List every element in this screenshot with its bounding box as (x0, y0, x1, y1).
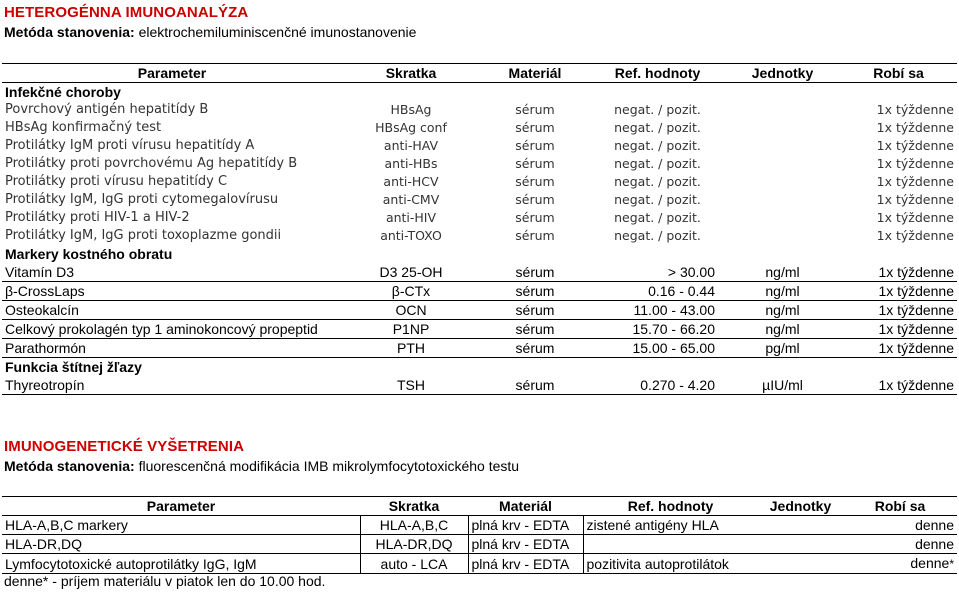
cell-parameter: Vitamín D3 (2, 263, 342, 282)
cell-skratka: anti-HBs (384, 156, 438, 171)
cell-material: sérum (515, 192, 555, 207)
cell-material: sérum (515, 228, 555, 243)
table-imunogeneticke (2, 496, 957, 574)
cell-material: plná krv - EDTA (468, 516, 583, 535)
cell-jednotky (725, 191, 840, 209)
cell-robi-sa: 1x týždenne (840, 263, 957, 282)
cell-ref: pozitivita autoprotilátok (583, 554, 758, 574)
section-title-heterogenna: HETEROGÉNNA IMUNOANALÝZA (4, 4, 249, 21)
header2-jednotky: Jednotky (758, 497, 843, 516)
cell-parameter: β-CrossLaps (2, 282, 342, 301)
cell-ref: negat. / pozit. (614, 228, 701, 243)
cell-ref: negat. / pozit. (614, 192, 701, 207)
cell-ref: 0.16 - 0.44 (590, 282, 725, 301)
table-row (2, 263, 957, 282)
cell-material: plná krv - EDTA (468, 554, 583, 574)
cell-skratka: anti-TOXO (380, 228, 442, 243)
cell-robi-sa: 1x týždenne (876, 156, 954, 171)
cell-robi-sa: denne (843, 516, 957, 535)
cell-jednotky: pg/ml (725, 339, 840, 358)
cell-skratka: auto - LCA (360, 554, 468, 574)
cell-skratka: anti-HIV (385, 210, 437, 225)
star-mark: * (949, 557, 954, 571)
table-row (2, 209, 957, 227)
cell-robi-sa: 1x týždenne (840, 301, 957, 320)
table-header-row (2, 64, 957, 83)
table-row (2, 282, 957, 301)
cell-material: sérum (480, 376, 590, 395)
method-value-2: fluorescenčná modifikácia IMB mikrolymfocytotoxického testu (138, 458, 520, 474)
category-label: Markery kostného obratu (5, 246, 173, 262)
cell-skratka: P1NP (342, 320, 480, 339)
cell-ref: 15.70 - 66.20 (590, 320, 725, 339)
cell-parameter: Povrchový antigén hepatitídy B (5, 102, 209, 117)
section-title-imunogeneticke: IMUNOGENETICKÉ VYŠETRENIA (4, 438, 245, 455)
cell-skratka: anti-HCV (383, 174, 439, 189)
header-parameter: Parameter (2, 64, 342, 83)
cell-skratka: HBsAg conf (375, 120, 447, 135)
table-row (2, 339, 957, 358)
cell-skratka: HLA-DR,DQ (360, 535, 468, 554)
header-ref: Ref. hodnoty (590, 64, 725, 83)
cell-material: sérum (515, 120, 555, 135)
header2-material: Materiál (468, 497, 583, 516)
cell-parameter: Protilátky IgM, IgG proti toxoplazme gondii (5, 228, 282, 243)
table-row (2, 516, 957, 535)
cell-robi-sa: 1x týždenne (840, 282, 957, 301)
header2-robi-sa: Robí sa (843, 497, 957, 516)
header2-ref: Ref. hodnoty (583, 497, 758, 516)
cell-parameter: HLA-DR,DQ (2, 535, 360, 554)
cell-robi-sa (843, 554, 957, 574)
header-material: Materiál (480, 64, 590, 83)
cell-jednotky (758, 554, 843, 574)
table-row (2, 227, 957, 245)
table-row (2, 101, 957, 119)
cell-ref: negat. / pozit. (614, 138, 701, 153)
header-robi-sa: Robí sa (840, 64, 957, 83)
method-line-2 (4, 458, 519, 474)
cell-jednotky: ng/ml (725, 301, 840, 320)
cell-material: sérum (515, 102, 555, 117)
cell-ref: 11.00 - 43.00 (590, 301, 725, 320)
cell-parameter: Protilátky IgM, IgG proti cytomegalovírusu (5, 192, 279, 207)
method-line-1 (4, 24, 416, 40)
cell-parameter: Osteokalcín (2, 301, 342, 320)
footnote: denne* - príjem materiálu v piatok len do 10.00 hod. (4, 573, 326, 589)
cell-material: sérum (515, 210, 555, 225)
cell-robi-sa: 1x týždenne (876, 174, 954, 189)
cell-material: sérum (480, 263, 590, 282)
cell-material: sérum (515, 156, 555, 171)
cell-jednotky (725, 173, 840, 191)
table-row (2, 119, 957, 137)
cell-jednotky: ng/ml (725, 282, 840, 301)
header2-parameter: Parameter (2, 497, 360, 516)
cell-skratka: anti-CMV (382, 192, 440, 207)
cell-robi-sa: 1x týždenne (876, 228, 954, 243)
cell-skratka: HBsAg (390, 102, 432, 117)
cell-robi-sa: 1x týždenne (840, 320, 957, 339)
table-row (2, 301, 957, 320)
cell-parameter: Lymfocytotoxické autoprotilátky IgG, IgM (2, 554, 360, 574)
category-label: Infekčné choroby (5, 84, 121, 100)
cell-ref: > 30.00 (590, 263, 725, 282)
table-row (2, 155, 957, 173)
cell-jednotky (725, 101, 840, 119)
cell-material: sérum (480, 339, 590, 358)
cell-material: sérum (515, 138, 555, 153)
cell-material: sérum (480, 301, 590, 320)
cell-parameter: Protilátky proti vírusu hepatitídy C (5, 174, 228, 189)
cell-jednotky (725, 137, 840, 155)
cell-jednotky (758, 516, 843, 535)
table-row (2, 191, 957, 209)
cell-parameter: HBsAg konfirmačný test (5, 120, 162, 135)
table-row (2, 535, 957, 554)
cell-material: sérum (480, 282, 590, 301)
cell-ref: negat. / pozit. (614, 102, 701, 117)
cell-robi-sa: 1x týždenne (840, 376, 957, 395)
cell-material: sérum (480, 320, 590, 339)
cell-parameter: Protilátky proti povrchovému Ag hepatitídy B (5, 156, 298, 171)
cell-parameter: Parathormón (2, 339, 342, 358)
cell-ref: zistené antigény HLA (583, 516, 758, 535)
table-row (2, 376, 957, 395)
cell-robi-sa: 1x týždenne (876, 138, 954, 153)
cell-jednotky: ng/ml (725, 263, 840, 282)
cell-robi-sa: 1x týždenne (876, 120, 954, 135)
category-label: Funkcia štítnej žľazy (5, 359, 142, 375)
category-row (2, 83, 957, 102)
cell-jednotky: µIU/ml (725, 376, 840, 395)
cell-parameter: Celkový prokolagén typ 1 aminokoncový propeptid (2, 320, 342, 339)
cell-robi-sa: 1x týždenne (840, 339, 957, 358)
header2-skratka: Skratka (360, 497, 468, 516)
header-jednotky: Jednotky (725, 64, 840, 83)
method-value: elektrochemiluminiscenčné imunostanovenie (138, 24, 417, 40)
table-row (2, 173, 957, 191)
cell-ref: negat. / pozit. (614, 174, 701, 189)
cell-jednotky (725, 209, 840, 227)
method-label-2: Metóda stanovenia: (4, 458, 135, 474)
cell-ref: 0.270 - 4.20 (590, 376, 725, 395)
cell-parameter: Protilátky IgM proti vírusu hepatitídy A (5, 138, 255, 153)
category-row (2, 245, 957, 263)
table-row (2, 554, 957, 574)
robi-sa-value: denne (910, 555, 950, 571)
cell-ref: 15.00 - 65.00 (590, 339, 725, 358)
cell-jednotky (725, 227, 840, 245)
cell-jednotky: ng/ml (725, 320, 840, 339)
cell-skratka: D3 25-OH (342, 263, 480, 282)
cell-skratka: β-CTx (342, 282, 480, 301)
cell-ref: negat. / pozit. (614, 156, 701, 171)
cell-ref: negat. / pozit. (614, 210, 701, 225)
cell-jednotky (725, 155, 840, 173)
cell-skratka: TSH (342, 376, 480, 395)
cell-skratka: PTH (342, 339, 480, 358)
cell-jednotky (758, 535, 843, 554)
method-label: Metóda stanovenia: (4, 24, 135, 40)
table-row (2, 137, 957, 155)
cell-parameter: Protilátky proti HIV-1 a HIV-2 (5, 210, 190, 225)
cell-jednotky (725, 119, 840, 137)
table-heterogenna (2, 63, 957, 395)
header-skratka: Skratka (342, 64, 480, 83)
cell-skratka: OCN (342, 301, 480, 320)
cell-material: plná krv - EDTA (468, 535, 583, 554)
cell-skratka: HLA-A,B,C (360, 516, 468, 535)
cell-robi-sa: denne (843, 535, 957, 554)
cell-ref (583, 535, 758, 554)
table2-header-row (2, 497, 957, 516)
cell-robi-sa: 1x týždenne (876, 102, 954, 117)
cell-robi-sa: 1x týždenne (876, 210, 954, 225)
cell-material: sérum (515, 174, 555, 189)
table-row (2, 320, 957, 339)
cell-skratka: anti-HAV (383, 138, 439, 153)
cell-parameter: Thyreotropín (2, 376, 342, 395)
category-row (2, 358, 957, 377)
cell-ref: negat. / pozit. (614, 120, 701, 135)
cell-robi-sa: 1x týždenne (876, 192, 954, 207)
cell-parameter: HLA-A,B,C markery (2, 516, 360, 535)
